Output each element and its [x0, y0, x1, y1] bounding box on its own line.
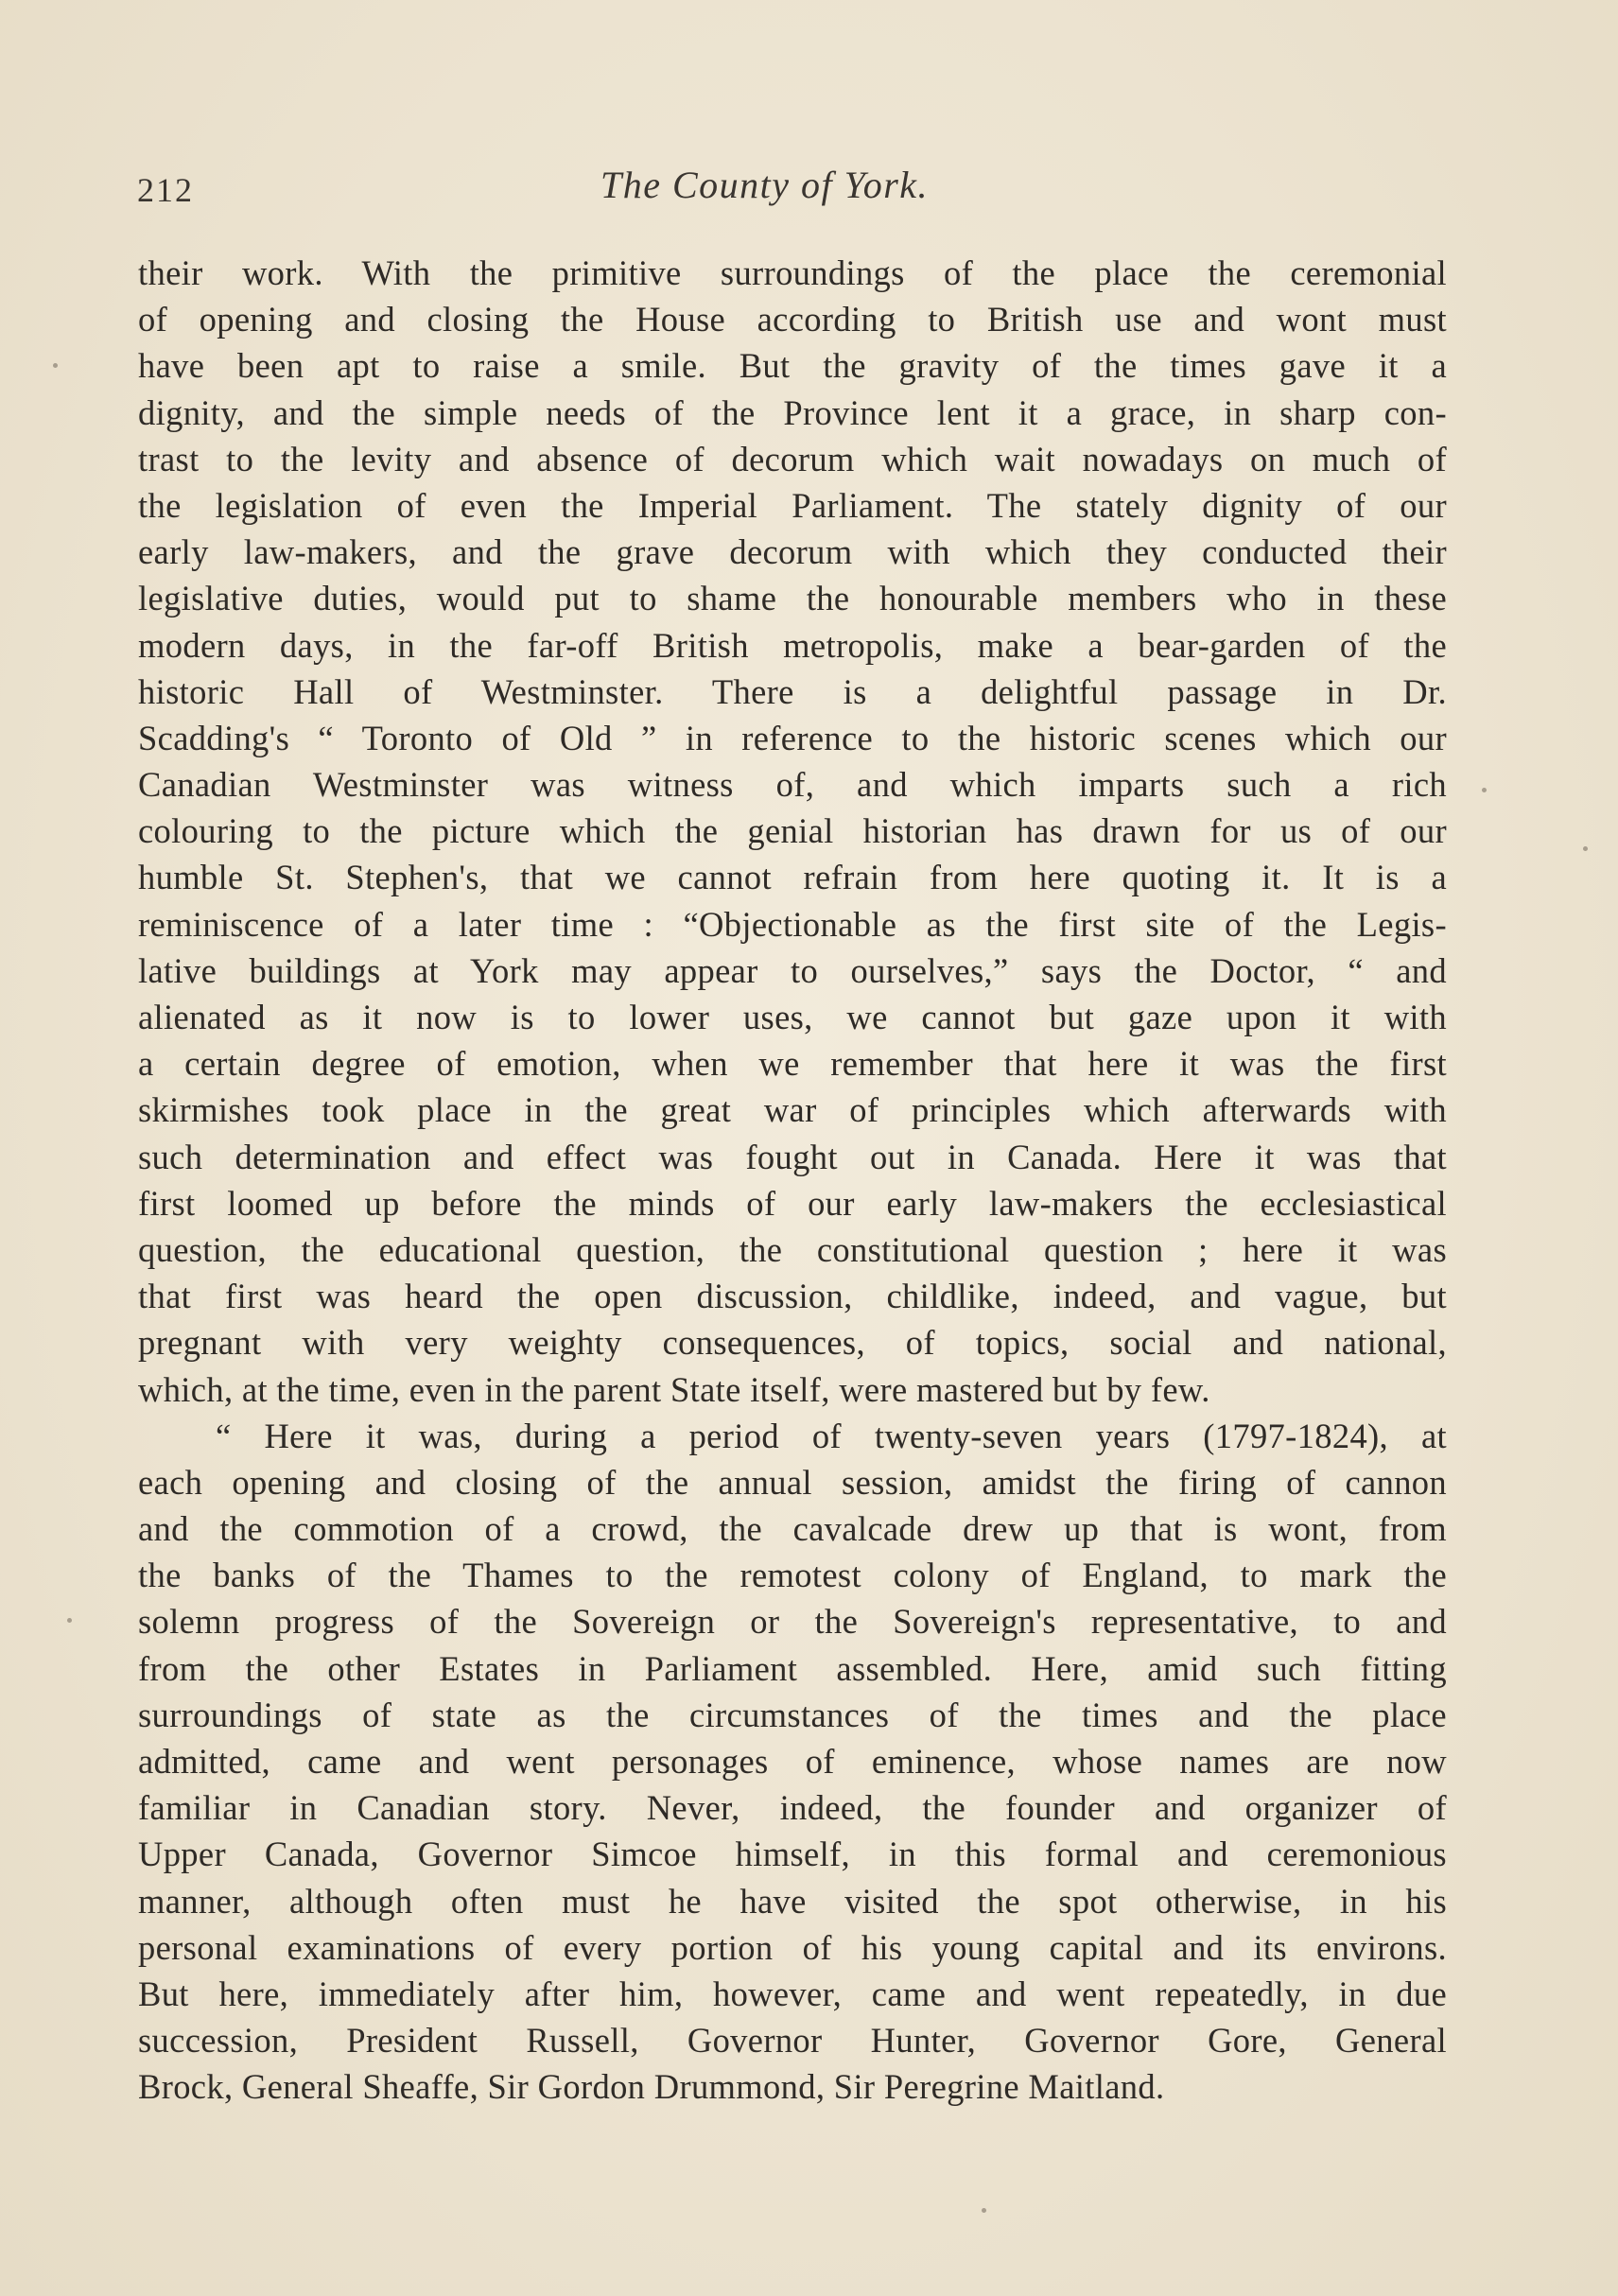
text-line: the legislation of even the Imperial Parliament. The stately dignity of our [138, 485, 1447, 525]
text-line: modern days, in the far-off British metropolis, make a bear-garden of the [138, 625, 1447, 665]
text-line: Brock, General Sheaffe, Sir Gordon Drummond, Sir Peregrine Maitland. [138, 2067, 1165, 2107]
page-number: 212 [137, 171, 194, 209]
text-line: which, at the time, even in the parent State itself, were mastered but by few. [138, 1369, 1210, 1409]
text-line: a certain degree of emotion, when we remember that here it was the first [138, 1044, 1447, 1084]
text-line: But here, immediately after him, however, came and went repeatedly, in due [138, 1974, 1447, 2013]
text-line: the banks of the Thames to the remotest colony of England, to mark the [138, 1556, 1447, 1595]
text-line: alienated as it now is to lower uses, we cannot but gaze upon it with [138, 998, 1447, 1036]
text-line: admitted, came and went personages of eminence, whose names are now [138, 1742, 1447, 1781]
text-line: “ Here it was, during a period of twenty-seven years (1797-1824), at [216, 1416, 1447, 1455]
paper-speck [53, 363, 58, 368]
text-line: surroundings of state as the circumstances of the times and the place [138, 1695, 1447, 1734]
paper-speck [982, 2208, 986, 2213]
text-line: reminiscence of a later time : “Objectionable as the first site of the Legis- [138, 904, 1447, 944]
text-line: that first was heard the open discussion, childlike, indeed, and vague, but [138, 1277, 1447, 1316]
paper-speck [67, 1618, 72, 1623]
text-line: early law-makers, and the grave decorum with which they conducted their [138, 532, 1447, 572]
text-line: solemn progress of the Sovereign or the Sovereign's representative, to and [138, 1602, 1447, 1642]
text-line: colouring to the picture which the genial historian has drawn for us of our [138, 811, 1447, 851]
text-line: personal examinations of every portion of his young capital and its environs. [138, 1927, 1447, 1967]
text-line: skirmishes took place in the great war of principles which afterwards with [138, 1090, 1447, 1130]
text-line: each opening and closing of the annual session, amidst the firing of cannon [138, 1462, 1447, 1502]
text-line: of opening and closing the House according to British use and wont must [138, 300, 1447, 339]
paper-speck [1482, 788, 1487, 792]
text-line: Upper Canada, Governor Simcoe himself, in this formal and ceremonious [138, 1835, 1447, 1874]
paragraph [138, 1413, 1447, 2111]
text-line: from the other Estates in Parliament assembled. Here, amid such fitting [138, 1648, 1447, 1688]
text-line: manner, although often must he have visited the spot otherwise, in his [138, 1881, 1447, 1921]
text-line: question, the educational question, the constitutional question ; here it was [138, 1229, 1447, 1269]
text-line: lative buildings at York may appear to ourselves,” says the Doctor, “ and [138, 950, 1447, 990]
body-text [138, 250, 1447, 2111]
text-line: humble St. Stephen's, that we cannot refrain from here quoting it. It is a [138, 858, 1447, 897]
text-line: legislative duties, would put to shame the honourable members who in these [138, 579, 1447, 618]
text-line: Scadding's “ Toronto of Old ” in reference to the historic scenes which our [138, 718, 1447, 757]
text-line: such determination and effect was fought out in Canada. Here it was that [138, 1137, 1447, 1176]
text-line: have been apt to raise a smile. But the gravity of the times gave it a [138, 346, 1447, 386]
text-line: trast to the levity and absence of decorum which wait nowadays on much of [138, 439, 1447, 478]
text-line: pregnant with very weighty consequences, of topics, social and national, [138, 1323, 1447, 1363]
text-line: first loomed up before the minds of our early law-makers the ecclesiastical [138, 1183, 1447, 1223]
paragraph [138, 250, 1447, 1413]
running-title: The County of York. [600, 164, 930, 206]
text-line: Canadian Westminster was witness of, and which imparts such a rich [138, 765, 1447, 805]
text-line: familiar in Canadian story. Never, indeed, the founder and organizer of [138, 1788, 1447, 1828]
text-line: their work. With the primitive surroundings of the place the ceremonial [138, 253, 1447, 292]
text-line: succession, President Russell, Governor Hunter, Governor Gore, General [138, 2021, 1447, 2061]
text-line: dignity, and the simple needs of the Province lent it a grace, in sharp con- [138, 392, 1447, 432]
page-header [137, 163, 1442, 219]
text-line: and the commotion of a crowd, the cavalcade drew up that is wont, from [138, 1509, 1447, 1549]
paper-speck [1583, 846, 1588, 851]
text-line: historic Hall of Westminster. There is a delightful passage in Dr. [138, 671, 1447, 711]
